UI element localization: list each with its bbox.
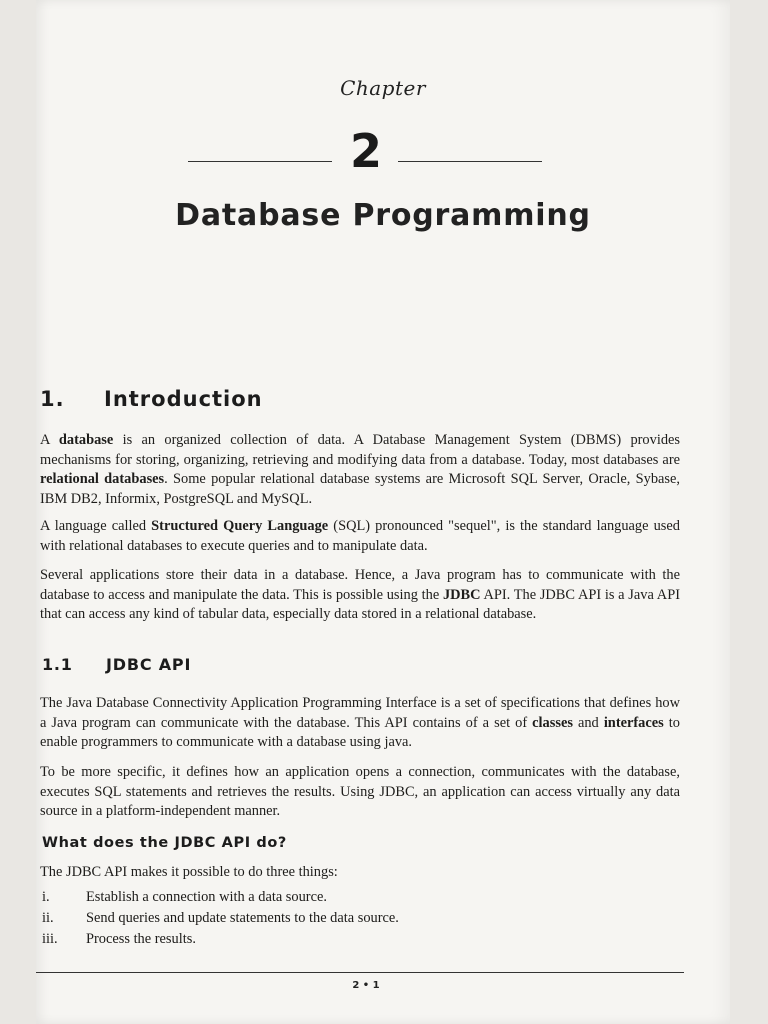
chapter-number-row <box>36 124 730 184</box>
list-item <box>42 908 662 929</box>
jdbc-paragraph-2: To be more specific, it defines how an application opens a connection, communicates with the database, executes SQL statements and retrieves the results. Using JDBC, an application can access virtually any data source in a platform-independent manner. <box>40 764 680 819</box>
list-item-text: Send queries and update statements to the data source. <box>86 910 399 926</box>
section-heading-introduction <box>40 387 263 411</box>
intro-paragraph-3 <box>40 566 680 625</box>
text-run: The Java Database Connectivity Application Programming Interface is a set of specifications that defines how a Java program can communicate with the database. This API contains of a set of <box>40 695 680 731</box>
list-item <box>42 887 662 908</box>
list-item-text: Process the results. <box>86 931 196 947</box>
chapter-title: Database Programming <box>175 198 591 233</box>
text-run: . Some popular relational database systems are Microsoft SQL Server, Oracle, Sybase, IBM DB2, Informix, PostgreSQL and MySQL. <box>40 471 680 507</box>
chapter-label: Chapter <box>340 76 426 100</box>
text-run: is an organized collection of data. A Database Management System (DBMS) provides mechanisms for storing, organizing, retrieving and modifying data from a database. Today, most databases are <box>40 432 680 468</box>
footer-rule <box>36 972 684 973</box>
section-heading-jdbc-api <box>42 655 191 674</box>
section-number: 1. <box>40 387 65 411</box>
list-marker: iii. <box>42 931 58 947</box>
subheading-what-does-jdbc-do: What does the JDBC API do? <box>42 835 287 851</box>
bold-term-relational-databases: relational databases <box>40 471 165 487</box>
bold-term-jdbc: JDBC <box>442 586 481 603</box>
text-run: (SQL) pronounced "sequel", is the standard language used with relational databases to execute queries and to manipulate data. <box>40 518 680 554</box>
text-run: to enable programmers to communicate with a database using java. <box>40 714 680 750</box>
list-marker: ii. <box>42 910 54 926</box>
section-title: Introduction <box>104 387 263 411</box>
text-run: API. The JDBC API is a Java API that can access any kind of tabular data, especially data stored in a relational database. <box>40 586 680 622</box>
chapter-rule-right <box>398 161 542 162</box>
section-number: 1.1 <box>42 655 73 674</box>
section-title: JDBC API <box>106 655 192 674</box>
text-run: A <box>40 432 59 448</box>
chapter-number: 2 <box>349 124 382 178</box>
list-item-text: Establish a connection with a data source. <box>86 889 327 905</box>
bold-term-sql: Structured Query Language <box>151 518 329 534</box>
list-marker: i. <box>42 889 50 905</box>
list-item <box>42 929 662 950</box>
intro-paragraph-2 <box>40 517 680 556</box>
text-run: and <box>572 714 604 731</box>
bold-term-interfaces: interfaces <box>603 714 664 731</box>
intro-paragraph-1 <box>40 431 680 509</box>
document-page <box>36 0 730 1024</box>
bold-term-classes: classes <box>532 714 573 731</box>
what-does-intro: The JDBC API makes it possible to do three things: <box>40 864 338 880</box>
text-run: A language called <box>40 518 152 534</box>
three-things-list <box>42 887 662 950</box>
bold-term-database: database <box>58 432 114 448</box>
page-number: 2 • 1 <box>352 980 380 991</box>
chapter-rule-left <box>188 161 332 162</box>
jdbc-paragraph-1 <box>40 694 680 753</box>
text-run: Several applications store their data in a database. Hence, a Java program has to communicate with the database to access and manipulate the data. This is possible using the <box>40 567 680 603</box>
